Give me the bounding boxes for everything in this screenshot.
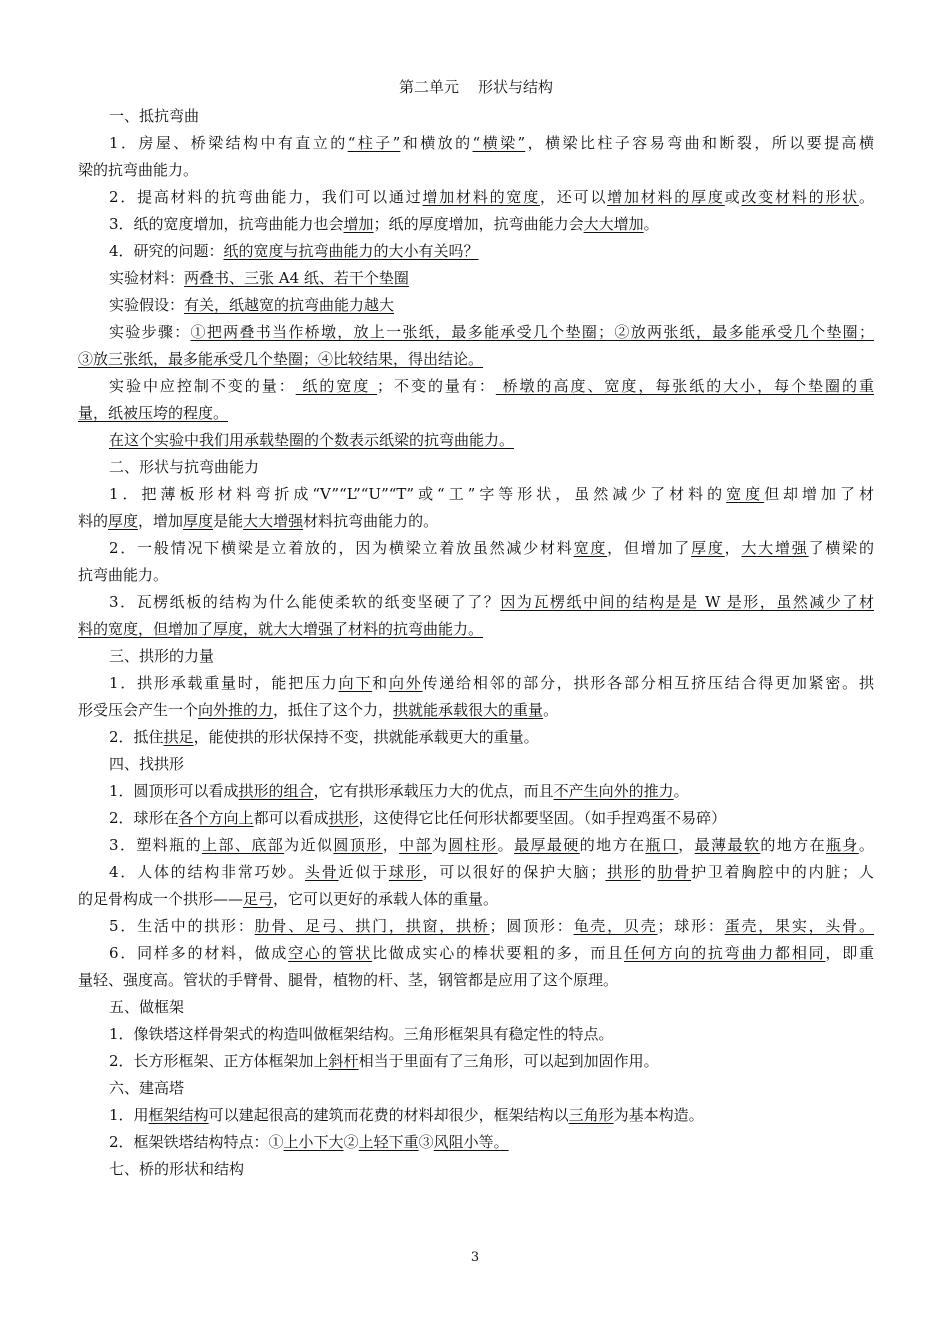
text-segment: ，还可以	[540, 188, 608, 206]
text-segment: 近似于	[338, 863, 389, 881]
underlined-text: 斜杆	[328, 1052, 359, 1070]
text-line	[78, 184, 874, 211]
text-segment: 1．房屋、桥梁结构中有直立的	[109, 134, 348, 152]
underlined-text: 圆顶形	[333, 836, 383, 854]
text-segment: 实验材料：	[109, 269, 185, 287]
underlined-text: 向下	[338, 674, 373, 692]
text-segment: 。	[858, 836, 874, 854]
text-segment: 了横梁的	[808, 539, 874, 557]
text-line	[78, 1102, 874, 1129]
underlined-text: 增加	[343, 215, 374, 233]
text-line	[78, 859, 874, 886]
underlined-text: 肋骨	[657, 863, 692, 881]
text-line	[78, 211, 874, 238]
text-segment: 。	[858, 188, 874, 206]
underlined-text: “柱子”	[347, 134, 401, 152]
text-segment: 和	[372, 674, 389, 692]
underlined-text: 上小下大	[283, 1133, 344, 1151]
text-segment: 为近似	[284, 836, 334, 854]
underlined-text: ③放三张纸，最多能承受几个垫圈；④比较结果，得出结论。	[78, 350, 484, 368]
text-segment: 实验步骤：	[109, 323, 191, 341]
underlined-text: “横梁”	[472, 134, 526, 152]
text-line	[78, 508, 874, 535]
underlined-text: 因为瓦楞纸中间的结构是是 W 是形，虽然减少了材	[500, 593, 874, 611]
underlined-text: 量，纸被压垮的程度。	[78, 404, 229, 422]
text-segment: ；球形：	[657, 917, 725, 935]
text-line	[78, 238, 874, 265]
text-line	[78, 1075, 874, 1102]
text-segment: 但却增加了材	[764, 485, 874, 503]
text-segment: ，但增加了	[607, 539, 692, 557]
underlined-text: 拱足	[163, 728, 194, 746]
underlined-text: 中部	[399, 836, 432, 854]
text-line	[78, 913, 874, 940]
text-line	[78, 751, 874, 778]
underlined-text: 框架结构	[148, 1106, 209, 1124]
text-segment: 为基本构造。	[613, 1106, 704, 1124]
text-line	[78, 886, 874, 913]
text-segment: 1．把薄板形材料弯折成“V”“L”“U”“T”或“工”字等形状，虽然减少了材料的	[109, 485, 727, 503]
text-segment: 相当于里面有了三角形，可以起到加固作用。	[358, 1052, 659, 1070]
text-line	[78, 832, 874, 859]
text-segment: ③	[418, 1133, 434, 1151]
underlined-text: 拱形	[605, 863, 641, 881]
text-segment: 的	[640, 863, 658, 881]
underlined-text: 各个方向上	[178, 809, 254, 827]
text-line	[78, 1156, 874, 1183]
underlined-text: 料的宽度，但增加了厚度，就大大增强了材料的抗弯曲能力。	[78, 620, 484, 638]
text-line	[78, 400, 874, 427]
underlined-text: 两叠书、三张 A4 纸、若干个垫圈	[184, 269, 409, 287]
underlined-text: 厚度	[691, 539, 725, 557]
text-segment: 为	[431, 836, 449, 854]
text-line	[78, 427, 874, 454]
text-segment: 。	[643, 215, 659, 233]
text-segment: 3．瓦楞纸板的结构为什么能使柔软的纸变坚硬了了？	[109, 593, 501, 611]
text-line	[78, 805, 874, 832]
underlined-text: 纸的宽度	[295, 377, 378, 395]
underlined-text: 空心的管状	[288, 944, 373, 962]
text-segment: 可以建起很高的建筑而花费的材料却很少，框架结构以	[208, 1106, 569, 1124]
text-line	[78, 724, 874, 751]
text-segment: 抗弯曲能力。	[78, 566, 169, 584]
text-segment: 4．研究的问题：	[109, 242, 224, 260]
underlined-text: 增加材料的厚度	[607, 188, 725, 206]
underlined-text: 拱就能承载很大的重量	[393, 701, 544, 719]
text-line	[78, 319, 874, 346]
underlined-text: 向外	[388, 674, 423, 692]
text-line	[78, 130, 874, 157]
text-segment: 。	[673, 782, 689, 800]
text-line	[78, 454, 874, 481]
text-segment: 七、桥的形状和结构	[109, 1160, 245, 1178]
underlined-text: 拱形的组合	[238, 782, 314, 800]
underlined-text: 肋骨、足弓、拱门，拱窗，拱桥	[254, 917, 490, 935]
text-segment: ；不变的量有：	[377, 377, 496, 395]
underlined-text: 瓶身	[826, 836, 859, 854]
text-segment: ，这使得它比任何形状都要坚固。（如手捏鸡蛋不易碎）	[358, 809, 727, 827]
underlined-text: ①把两叠书当作桥墩，放上一张纸，最多能承受几个垫圈；②放两张纸，最多能承受几个垫圈；	[190, 323, 874, 341]
text-segment: 六、建高塔	[109, 1079, 185, 1097]
underlined-text: 任何方向的抗弯曲力都相同	[623, 944, 826, 962]
text-segment: 四、找拱形	[109, 755, 185, 773]
text-segment: 实验中应控制不变的量：	[109, 377, 296, 395]
text-segment: ，横梁比柱子容易弯曲和断裂，所以要提高横	[525, 134, 874, 152]
text-segment: 4．人体的结构非常巧妙。	[109, 863, 305, 881]
text-segment: 2．球形在	[109, 809, 179, 827]
text-line	[78, 373, 874, 400]
underlined-text: 龟壳，贝壳	[573, 917, 658, 935]
text-segment: 1．拱形承载重量时，能把压力	[109, 674, 339, 692]
text-segment: 1．像铁塔这样骨架式的构造叫做框架结构。三角形框架具有稳定性的特点。	[109, 1025, 614, 1043]
underlined-text: 最薄最软	[694, 836, 761, 854]
text-segment: 五、做框架	[109, 998, 185, 1016]
text-line	[78, 1021, 874, 1048]
text-segment: 的地方在	[760, 836, 827, 854]
text-segment: 2．一般情况下横梁是立着放的，因为横梁立着放虽然减少材料	[109, 539, 574, 557]
underlined-text: 头骨	[304, 863, 339, 881]
underlined-text: 不产生向外的推力	[553, 782, 674, 800]
underlined-text: 大大增强	[243, 512, 304, 530]
text-line	[78, 157, 874, 184]
underlined-text: 改变材料的形状	[741, 188, 859, 206]
text-segment: 的地方在	[579, 836, 646, 854]
text-segment: ，	[724, 539, 742, 557]
underlined-text: 在这个实验中我们用承载垫圈的个数表示纸梁的抗弯曲能力。	[109, 431, 515, 449]
page-number: 3	[470, 1250, 480, 1265]
text-segment: ，能使拱的形状保持不变，拱就能承载更大的重量。	[193, 728, 539, 746]
page-title: 第二单元 形状与结构	[398, 78, 554, 96]
text-segment: 材料抗弯曲能力的。	[303, 512, 439, 530]
text-line	[78, 994, 874, 1021]
text-segment: 比做成实心的棒状要粗的多，而且	[372, 944, 624, 962]
text-segment: 实验假设：	[109, 296, 185, 314]
text-segment: ；纸的厚度增加，抗弯曲能力会	[373, 215, 584, 233]
text-segment: ，增加	[138, 512, 184, 530]
text-segment: 二、形状与抗弯曲能力	[109, 458, 260, 476]
underlined-text: 厚度	[183, 512, 214, 530]
text-segment: 三、拱形的力量	[109, 647, 215, 665]
text-line	[78, 1048, 874, 1075]
text-segment: 3．纸的宽度增加，抗弯曲能力也会	[109, 215, 344, 233]
text-segment: ，可以很好的保护大脑；	[422, 863, 606, 881]
underlined-text: 拱形	[328, 809, 359, 827]
text-line	[78, 535, 874, 562]
text-line	[78, 778, 874, 805]
text-segment: 护卫着胸腔中的内脏；人	[691, 863, 874, 881]
underlined-text: 有关，纸越宽的抗弯曲能力越大	[184, 296, 395, 314]
text-segment: ，	[678, 836, 695, 854]
text-segment: 梁的抗弯曲能力。	[78, 161, 199, 179]
underlined-text: 足弓	[243, 890, 274, 908]
underlined-text: 宽度	[573, 539, 608, 557]
text-line	[78, 481, 874, 508]
underlined-text: 上部、底部	[202, 836, 285, 854]
text-line	[78, 346, 874, 373]
text-segment: 。	[497, 836, 515, 854]
underlined-text: 最厚最硬	[514, 836, 580, 854]
text-line	[78, 292, 874, 319]
document-page	[78, 76, 874, 1183]
text-segment: 2．抵住	[109, 728, 164, 746]
text-segment: 5．生活中的拱形：	[109, 917, 255, 935]
text-segment: ②	[343, 1133, 359, 1151]
text-segment: 料的	[78, 512, 109, 530]
text-segment: 2．框架铁塔结构特点：①	[109, 1133, 284, 1151]
text-line	[78, 940, 874, 967]
text-segment: 或	[724, 188, 742, 206]
text-line	[78, 1129, 874, 1156]
text-segment: 6．同样多的材料，做成	[109, 944, 289, 962]
text-segment: 是能	[213, 512, 244, 530]
text-line	[78, 967, 874, 994]
underlined-text: 瓶口	[645, 836, 679, 854]
text-segment: ，即重	[825, 944, 874, 962]
text-segment: 形受压会产生一个	[78, 701, 199, 719]
text-segment: 传递给相邻的部分，拱形各部分相互挤压结合得更加紧密。拱	[422, 674, 874, 692]
underlined-text: 纸的宽度与抗弯曲能力的大小有关吗？	[223, 242, 479, 260]
text-line	[78, 562, 874, 589]
underlined-text: 圆柱形	[448, 836, 498, 854]
text-segment: 和横放的	[400, 134, 473, 152]
text-line	[78, 589, 874, 616]
text-segment: 的足骨构成一个拱形——	[78, 890, 244, 908]
text-line	[78, 643, 874, 670]
text-segment: 。	[543, 701, 559, 719]
text-segment: 2．提高材料的抗弯曲能力，我们可以通过	[109, 188, 423, 206]
text-segment: ，它有拱形承载压力大的优点，而且	[313, 782, 554, 800]
underlined-text: 上轻下重	[358, 1133, 419, 1151]
text-line	[78, 265, 874, 292]
text-segment: 3．塑料瓶的	[109, 836, 203, 854]
text-segment: 一、抵抗弯曲	[109, 107, 200, 125]
text-segment: 量轻、强度高。管状的手臂骨、腿骨，植物的杆、茎，钢管都是应用了这个原理。	[78, 971, 619, 989]
underlined-text: 蛋壳，果实，头骨。	[724, 917, 874, 935]
text-segment: ，	[382, 836, 400, 854]
text-segment: 1．用	[109, 1106, 149, 1124]
underlined-text: 风阻小等。	[433, 1133, 509, 1151]
underlined-text: 宽度	[726, 485, 765, 503]
underlined-text: 三角形	[568, 1106, 614, 1124]
text-segment: 1．圆顶形可以看成	[109, 782, 239, 800]
underlined-text: 向外推的力	[198, 701, 274, 719]
underlined-text: 厚度	[108, 512, 139, 530]
text-segment: ，它可以更好的承载人体的重量。	[273, 890, 499, 908]
document-body	[78, 103, 874, 1183]
underlined-text: 球形	[388, 863, 423, 881]
underlined-text: 桥墩的高度、宽度，每张纸的大小，每个垫圈的重	[495, 377, 874, 395]
text-segment: 都可以看成	[253, 809, 329, 827]
text-segment: 2．长方形框架、正方体框架加上	[109, 1052, 329, 1070]
underlined-text: 增加材料的宽度	[422, 188, 540, 206]
underlined-text: 大大增加	[583, 215, 644, 233]
underlined-text: 大大增强	[741, 539, 809, 557]
text-line	[78, 103, 874, 130]
text-line	[78, 697, 874, 724]
text-segment: ；圆顶形：	[489, 917, 574, 935]
text-line	[78, 670, 874, 697]
text-segment: ，抵住了这个力，	[273, 701, 394, 719]
text-line	[78, 616, 874, 643]
